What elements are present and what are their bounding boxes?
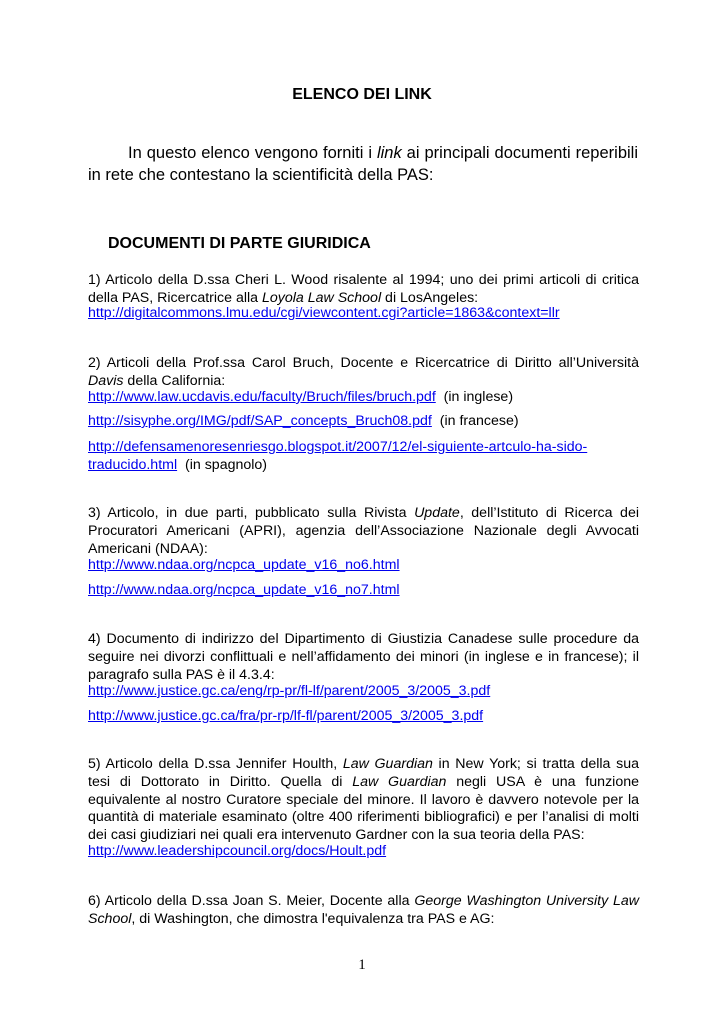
item-2-link-2[interactable]: http://sisyphe.org/IMG/pdf/SAP_concepts_Bruch08.pdf (in francese) <box>88 413 519 429</box>
intro-text-after: ai principali documenti reperibili in rete che contestano la scientificità della PAS: <box>88 144 638 184</box>
item-3-text: 3) Articolo, in due parti, pubblicato sulla Rivista Update, dell’Istituto di Ricerca dei Procuratori Americani (APRI), agenzia dell’Associazione Nazionale degli Avvocati Americani (NDAA): <box>88 505 639 557</box>
section-heading: DOCUMENTI DI PARTE GIURIDICA <box>108 235 371 252</box>
item-2-link-1[interactable]: http://www.law.ucdavis.edu/faculty/Bruch/files/bruch.pdf (in inglese) <box>88 389 514 405</box>
item-4-link-2[interactable]: http://www.justice.gc.ca/fra/pr-rp/lf-fl/parent/2005_3/2005_3.pdf <box>88 708 484 724</box>
intro-text-before: In questo elenco vengono forniti i <box>128 144 377 162</box>
item-1-text: 1) Articolo della D.ssa Cheri L. Wood risalente al 1994; uno dei primi articoli di critica della PAS, Ricercatrice alla Loyola Law School di LosAngeles: <box>88 272 639 306</box>
item-4-link-1[interactable]: http://www.justice.gc.ca/eng/rp-pr/fl-lf/parent/2005_3/2005_3.pdf <box>88 683 491 699</box>
item-2-link-3a[interactable]: http://defensamenoresenriesgo.blogspot.it/2007/12/el-siguiente-artculo-ha-sido- <box>88 439 588 455</box>
item-5-text: 5) Articolo della D.ssa Jennifer Houlth, Law Guardian in New York; si tratta della sua tesi di Dottorato in Diritto. Quella di Law Guardian negli USA è una funzione equivalente al nostro Curatore speciale del minore. Il lavoro è davvero notevole per la quantità di materiale esaminato (oltre 400 riferimenti bibliografici) e per l’analisi di molti dei casi giudiziari nei quali era intervenuto Gardner con la sua teoria della PAS: <box>88 756 639 844</box>
item-3-link-2[interactable]: http://www.ndaa.org/ncpca_update_v16_no7.html <box>88 582 400 598</box>
item-6-text: 6) Articolo della D.ssa Joan S. Meier, Docente alla George Washington University Law School, di Washington, che dimostra l'equivalenza tra PAS e AG: <box>88 893 639 927</box>
intro-emphasis: link <box>376 144 402 162</box>
item-2-note-3: (in spagnolo) <box>185 457 268 473</box>
item-1-link[interactable]: http://digitalcommons.lmu.edu/cgi/viewcontent.cgi?article=1863&context=llr <box>88 305 560 321</box>
item-2-note-2: (in francese) <box>439 413 519 429</box>
intro-paragraph <box>88 143 638 186</box>
item-2-note-1: (in inglese) <box>443 389 514 405</box>
item-4-text: 4) Documento di indirizzo del Dipartimento di Giustizia Canadese sulle procedure da seguire nei divorzi conflittuali e nell’affidamento dei minori (in inglese e in francese); il paragrafo sulla PAS è il 4.3.4: <box>88 631 639 683</box>
item-2-link-3b[interactable]: traducido.html (in spagnolo) <box>88 457 268 473</box>
item-5-link[interactable]: http://www.leadershipcouncil.org/docs/Hoult.pdf <box>88 843 387 859</box>
item-2-text: 2) Articoli della Prof.ssa Carol Bruch, Docente e Ricercatrice di Diritto all’Università Davis della California: <box>88 355 639 389</box>
page-number: 1 <box>358 957 366 973</box>
item-3-link-1[interactable]: http://www.ndaa.org/ncpca_update_v16_no6.html <box>88 557 400 573</box>
page-title: ELENCO DEI LINK <box>292 86 432 103</box>
